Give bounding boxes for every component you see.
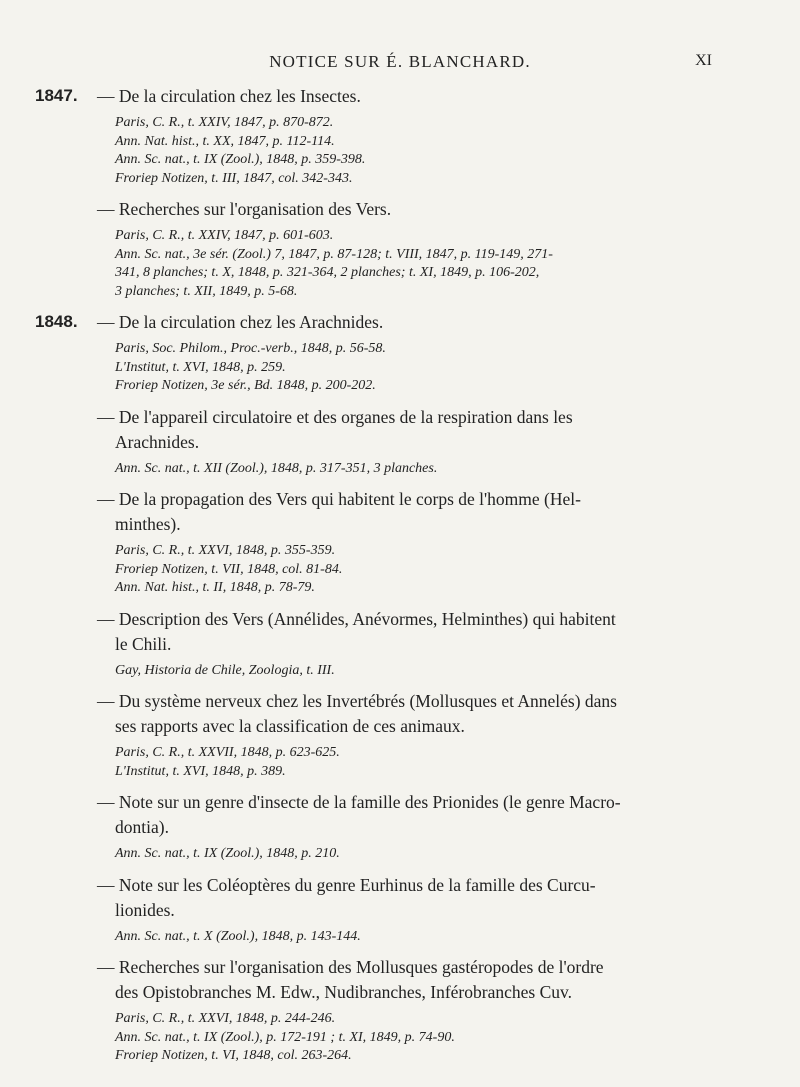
reference-line: 3 planches; t. XII, 1849, p. 5-68. <box>115 283 298 299</box>
bibliography-entry <box>0 405 800 479</box>
work-title <box>97 405 737 455</box>
bibliography-entry <box>0 955 800 1066</box>
work-title <box>97 790 737 840</box>
reference-list <box>115 114 760 188</box>
work-title <box>97 873 737 923</box>
work-title-line: — Du système nerveux chez les Invertébrés (Mollusques et Annelés) dans <box>97 691 617 711</box>
reference-list <box>115 662 760 681</box>
page-number: XI <box>695 52 712 69</box>
header-title: NOTICE SUR É. BLANCHARD. <box>269 52 531 71</box>
work-title-line: — De l'appareil circulatoire et des organes de la respiration dans les <box>97 406 573 427</box>
reference-line: Froriep Notizen, t. VII, 1848, col. 81-84. <box>115 561 343 577</box>
work-title-line: — Description des Vers (Annélides, Anévormes, Helminthes) qui habitent <box>97 608 616 629</box>
bibliography-entry <box>0 607 800 681</box>
reference-line: Paris, C. R., t. XXVI, 1848, p. 244-246. <box>115 1011 336 1026</box>
work-title-line: lionides. <box>115 899 175 920</box>
bibliography-entry <box>0 84 800 188</box>
reference-line: Ann. Nat. hist., t. II, 1848, p. 78-79. <box>115 580 315 595</box>
work-title <box>97 607 737 657</box>
work-title <box>97 310 737 335</box>
reference-line: Ann. Sc. nat., 3e sér. (Zool.) 7, 1847, p. 87-128; t. VIII, 1847, p. 119-149, 271- <box>115 246 553 262</box>
work-title <box>97 197 737 222</box>
year-label: 1848. <box>35 312 78 331</box>
reference-list <box>115 928 760 947</box>
work-title-line: — Note sur un genre d'insecte de la famille des Prionides (le genre Macro- <box>97 792 621 812</box>
reference-line: L'Institut, t. XVI, 1848, p. 389. <box>115 763 286 779</box>
reference-line: Gay, Historia de Chile, Zoologia, t. III. <box>115 662 335 678</box>
reference-line: Paris, Soc. Philom., Proc.-verb., 1848, p. 56-58. <box>115 341 386 356</box>
reference-line: Ann. Nat. hist., t. XX, 1847, p. 112-114. <box>115 133 335 149</box>
work-title-line: Arachnides. <box>115 431 200 452</box>
reference-line: Paris, C. R., t. XXIV, 1847, p. 601-603. <box>115 228 334 243</box>
work-title-line: — Note sur les Coléoptères du genre Eurhinus de la famille des Curcu- <box>97 874 596 895</box>
work-title <box>97 84 737 109</box>
work-title-line: — De la circulation chez les Arachnides. <box>97 312 384 332</box>
reference-line: Ann. Sc. nat., t. IX (Zool.), 1848, p. 210. <box>115 846 340 861</box>
reference-list <box>115 227 760 301</box>
reference-line: L'Institut, t. XVI, 1848, p. 259. <box>115 359 286 375</box>
reference-list <box>115 1010 760 1066</box>
work-title-line: ses rapports avec la classification de ces animaux. <box>115 716 465 736</box>
reference-list <box>115 460 760 479</box>
bibliography <box>0 84 800 1075</box>
work-title-line: des Opistobranches M. Edw., Nudibranches, Inférobranches Cuv. <box>115 982 572 1002</box>
bibliography-entry <box>0 487 800 598</box>
reference-line: 341, 8 planches; t. X, 1848, p. 321-364, 2 planches; t. XI, 1849, p. 106-202, <box>115 265 540 280</box>
reference-list <box>115 845 760 864</box>
work-title-line: — De la circulation chez les Insectes. <box>97 86 361 106</box>
work-title <box>97 689 737 739</box>
year-label: 1847. <box>35 86 78 105</box>
work-title-line: dontia). <box>115 817 169 837</box>
bibliography-entry <box>0 873 800 947</box>
bibliography-entry <box>0 689 800 781</box>
work-title-line: — Recherches sur l'organisation des Vers. <box>97 199 392 219</box>
reference-line: Ann. Sc. nat., t. XII (Zool.), 1848, p. 317-351, 3 planches. <box>115 460 438 476</box>
reference-line: Paris, C. R., t. XXVII, 1848, p. 623-625. <box>115 745 340 760</box>
reference-list <box>115 744 760 781</box>
work-title-line: minthes). <box>115 514 181 534</box>
reference-line: Ann. Sc. nat., t. X (Zool.), 1848, p. 143-144. <box>115 928 361 944</box>
reference-line: Ann. Sc. nat., t. IX (Zool.), 1848, p. 359-398. <box>115 152 366 167</box>
work-title <box>97 487 737 537</box>
reference-list <box>115 542 760 598</box>
running-header <box>0 52 800 76</box>
bibliography-entry <box>0 197 800 301</box>
work-title-line: — De la propagation des Vers qui habitent le corps de l'homme (Hel- <box>97 489 581 509</box>
work-title <box>97 955 737 1005</box>
bibliography-entry <box>0 790 800 864</box>
reference-line: Ann. Sc. nat., t. IX (Zool.), p. 172-191 ; t. XI, 1849, p. 74-90. <box>115 1029 455 1045</box>
reference-line: Froriep Notizen, 3e sér., Bd. 1848, p. 200-202. <box>115 378 376 393</box>
reference-line: Paris, C. R., t. XXVI, 1848, p. 355-359. <box>115 543 336 558</box>
bibliography-entry <box>0 310 800 396</box>
work-title-line: — Recherches sur l'organisation des Mollusques gastéropodes de l'ordre <box>97 957 604 977</box>
reference-list <box>115 340 760 396</box>
work-title-line: le Chili. <box>115 633 172 654</box>
reference-line: Froriep Notizen, t. III, 1847, col. 342-343. <box>115 170 353 186</box>
reference-line: Paris, C. R., t. XXIV, 1847, p. 870-872. <box>115 115 334 130</box>
reference-line: Froriep Notizen, t. VI, 1848, col. 263-264. <box>115 1048 352 1063</box>
